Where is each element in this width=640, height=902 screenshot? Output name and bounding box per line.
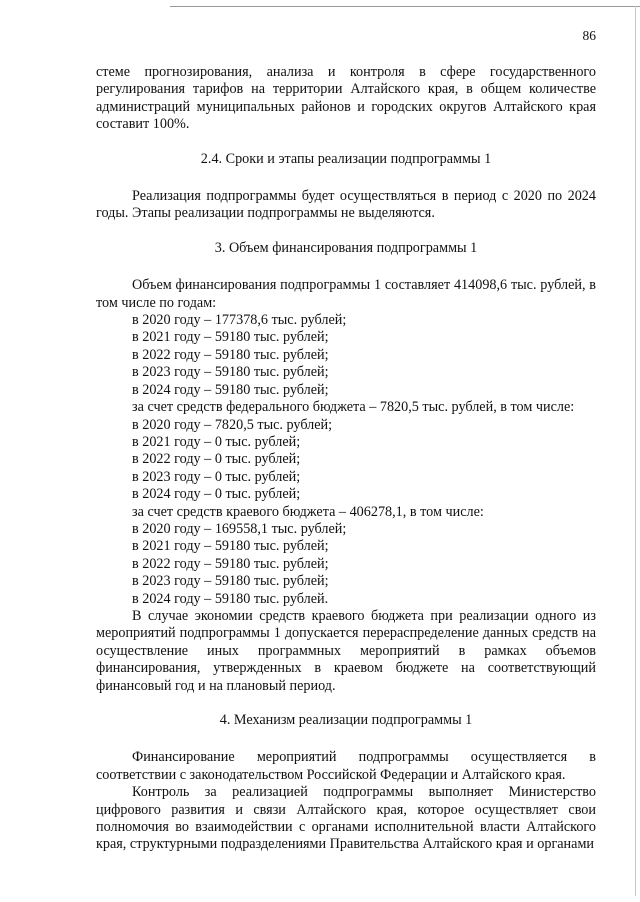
section-2-4-text: Реализация подпрограммы будет осуществляться в период с 2020 по 2024 годы. Этапы реализации подпрограммы не выделяются. — [96, 188, 596, 222]
economy-paragraph: В случае экономии средств краевого бюджета при реализации одного из мероприятий подпрограммы 1 допускается перераспределение данных средств на осуществление иных программных мероприятий в рамках объемов финансирования, утвержденных в краевом бюджете на соответствующий финансовый год и на плановый период. — [96, 607, 596, 694]
section-4-paragraph-1: Финансирование мероприятий подпрограммы осуществляется в соответствии с законодательством Российской Федерации и Алтайского края. — [96, 749, 596, 783]
section-3-heading: 3. Объем финансирования подпрограммы 1 — [214, 239, 478, 256]
list-item: в 2023 году – 0 тыс. рублей; — [132, 468, 301, 485]
scan-right-edge — [635, 6, 636, 896]
page-content — [96, 64, 596, 854]
list-item: в 2024 году – 0 тыс. рублей; — [132, 486, 301, 503]
section-4-paragraph-2: Контроль за реализацией подпрограммы выполняет Министерство цифрового развития и связи Алтайского края, которое осуществляет свои полномочия во взаимодействии с органами исполнительной власти Алтайского края, структурными подразделениями Правительства Алтайского края и органами — [96, 784, 596, 853]
section-2-4-heading: 2.4. Сроки и этапы реализации подпрограммы 1 — [200, 150, 492, 167]
list-item: в 2024 году – 59180 тыс. рублей; — [132, 381, 329, 398]
total-by-year-list — [132, 312, 596, 608]
list-item: в 2020 году – 7820,5 тыс. рублей; — [132, 416, 333, 433]
list-item: в 2024 году – 59180 тыс. рублей. — [132, 590, 329, 607]
page-number: 86 — [582, 28, 596, 43]
list-item: в 2021 году – 59180 тыс. рублей; — [132, 538, 329, 555]
list-item: в 2020 году – 169558,1 тыс. рублей; — [132, 520, 347, 537]
scan-top-edge — [170, 6, 640, 7]
intro-paragraph: стеме прогнозирования, анализа и контроля в сфере государственного регулирования тарифов на территории Алтайского края, в общем количестве администраций муниципальных районов и городских округов Алтайского края составит 100%. — [96, 64, 596, 133]
list-item: в 2021 году – 59180 тыс. рублей; — [132, 329, 329, 346]
list-item: в 2022 году – 0 тыс. рублей; — [132, 451, 301, 468]
list-item: в 2023 году – 59180 тыс. рублей; — [132, 364, 329, 381]
section-4-heading: 4. Механизм реализации подпрограммы 1 — [219, 712, 473, 728]
list-item: в 2023 году – 59180 тыс. рублей; — [132, 573, 329, 590]
list-item: в 2022 году – 59180 тыс. рублей; — [132, 555, 329, 572]
federal-budget-label: за счет средств федерального бюджета – 7820,5 тыс. рублей, в том числе: — [132, 399, 575, 416]
financing-intro: Объем финансирования подпрограммы 1 составляет 414098,6 тыс. рублей, в том числе по годам: — [96, 277, 596, 311]
list-item: в 2020 году – 177378,6 тыс. рублей; — [132, 312, 347, 329]
list-item: в 2022 году – 59180 тыс. рублей; — [132, 346, 329, 363]
list-item: в 2021 году – 0 тыс. рублей; — [132, 433, 301, 450]
regional-budget-label: за счет средств краевого бюджета – 406278,1, в том числе: — [132, 503, 484, 520]
